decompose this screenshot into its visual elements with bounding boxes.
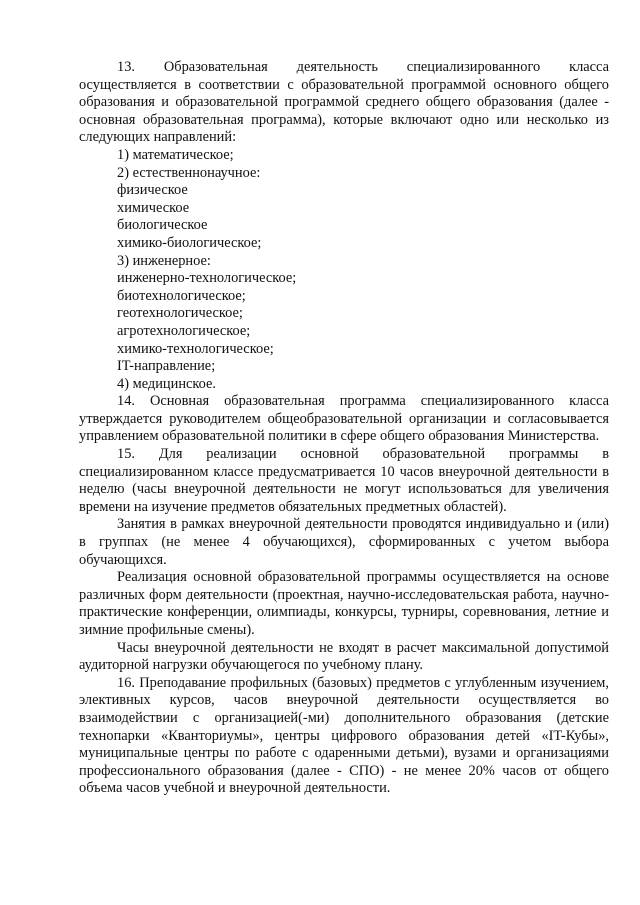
document-page (79, 59, 609, 798)
list-item: биотехнологическое; (117, 287, 246, 304)
list-item: химическое (117, 199, 190, 216)
paragraph-14: 14. Основная образовательная программа специализированного класса утверждается руководителем общеобразовательной организации и согласовывается управлением образовательной политики в сфере общего образования Министерства. (79, 393, 609, 445)
list-item: агротехнологическое; (117, 322, 251, 339)
paragraph: Занятия в рамках внеурочной деятельности проводятся индивидуально и (или) в группах (не менее 4 обучающихся), сформированных с учетом выбора обучающихся. (79, 516, 609, 568)
list-item: IT-направление; (117, 358, 216, 375)
list-item: 1) математическое; (117, 146, 234, 163)
list-item: химико-технологическое; (117, 340, 274, 357)
paragraph-15: 15. Для реализации основной образовательной программы в специализированном классе предусматривается 10 часов внеурочной деятельности в неделю (часы внеурочной деятельности не могут использоваться для увеличения времени на изучение предметов обязательных предметных областей). (79, 446, 609, 515)
list-item: 3) инженерное: (117, 252, 211, 269)
list-item: 2) естественнонаучное: (117, 164, 261, 181)
list-item: физическое (117, 182, 188, 199)
paragraph-13: 13. Образовательная деятельность специализированного класса осуществляется в соответствии с образовательной программой основного общего образования и образовательной программой среднего общего образования (далее - основная образовательная программа), которые включают одно или несколько из следующих направлений: (79, 59, 609, 146)
list-item: химико-биологическое; (117, 234, 262, 251)
list-item: инженерно-технологическое; (117, 270, 297, 287)
list-item: биологическое (117, 217, 208, 234)
list-item: геотехнологическое; (117, 305, 243, 322)
paragraph: Часы внеурочной деятельности не входят в расчет максимальной допустимой аудиторной нагрузки обучающегося по учебному плану. (79, 639, 609, 674)
paragraph-16: 16. Преподавание профильных (базовых) предметов с углубленным изучением, элективных курсов, часов внеурочной деятельности осуществляется во взаимодействии с организацией(-ми) дополнительного образования (детские технопарки «Кванториумы», центры цифрового образования детей «IT-Кубы», муниципальные центры по работе с одаренными детьми), вузами и организациями профессионального образования (далее - СПО) - не менее 20% часов от общего объема часов учебной и внеурочной деятельности. (79, 674, 609, 797)
paragraph: Реализация основной образовательной программы осуществляется на основе различных форм деятельности (проектная, научно-исследовательская работа, научно-практические конференции, олимпиады, конкурсы, турниры, соревнования, летние и зимние профильные смены). (79, 569, 609, 638)
list-item: 4) медицинское. (117, 375, 217, 392)
